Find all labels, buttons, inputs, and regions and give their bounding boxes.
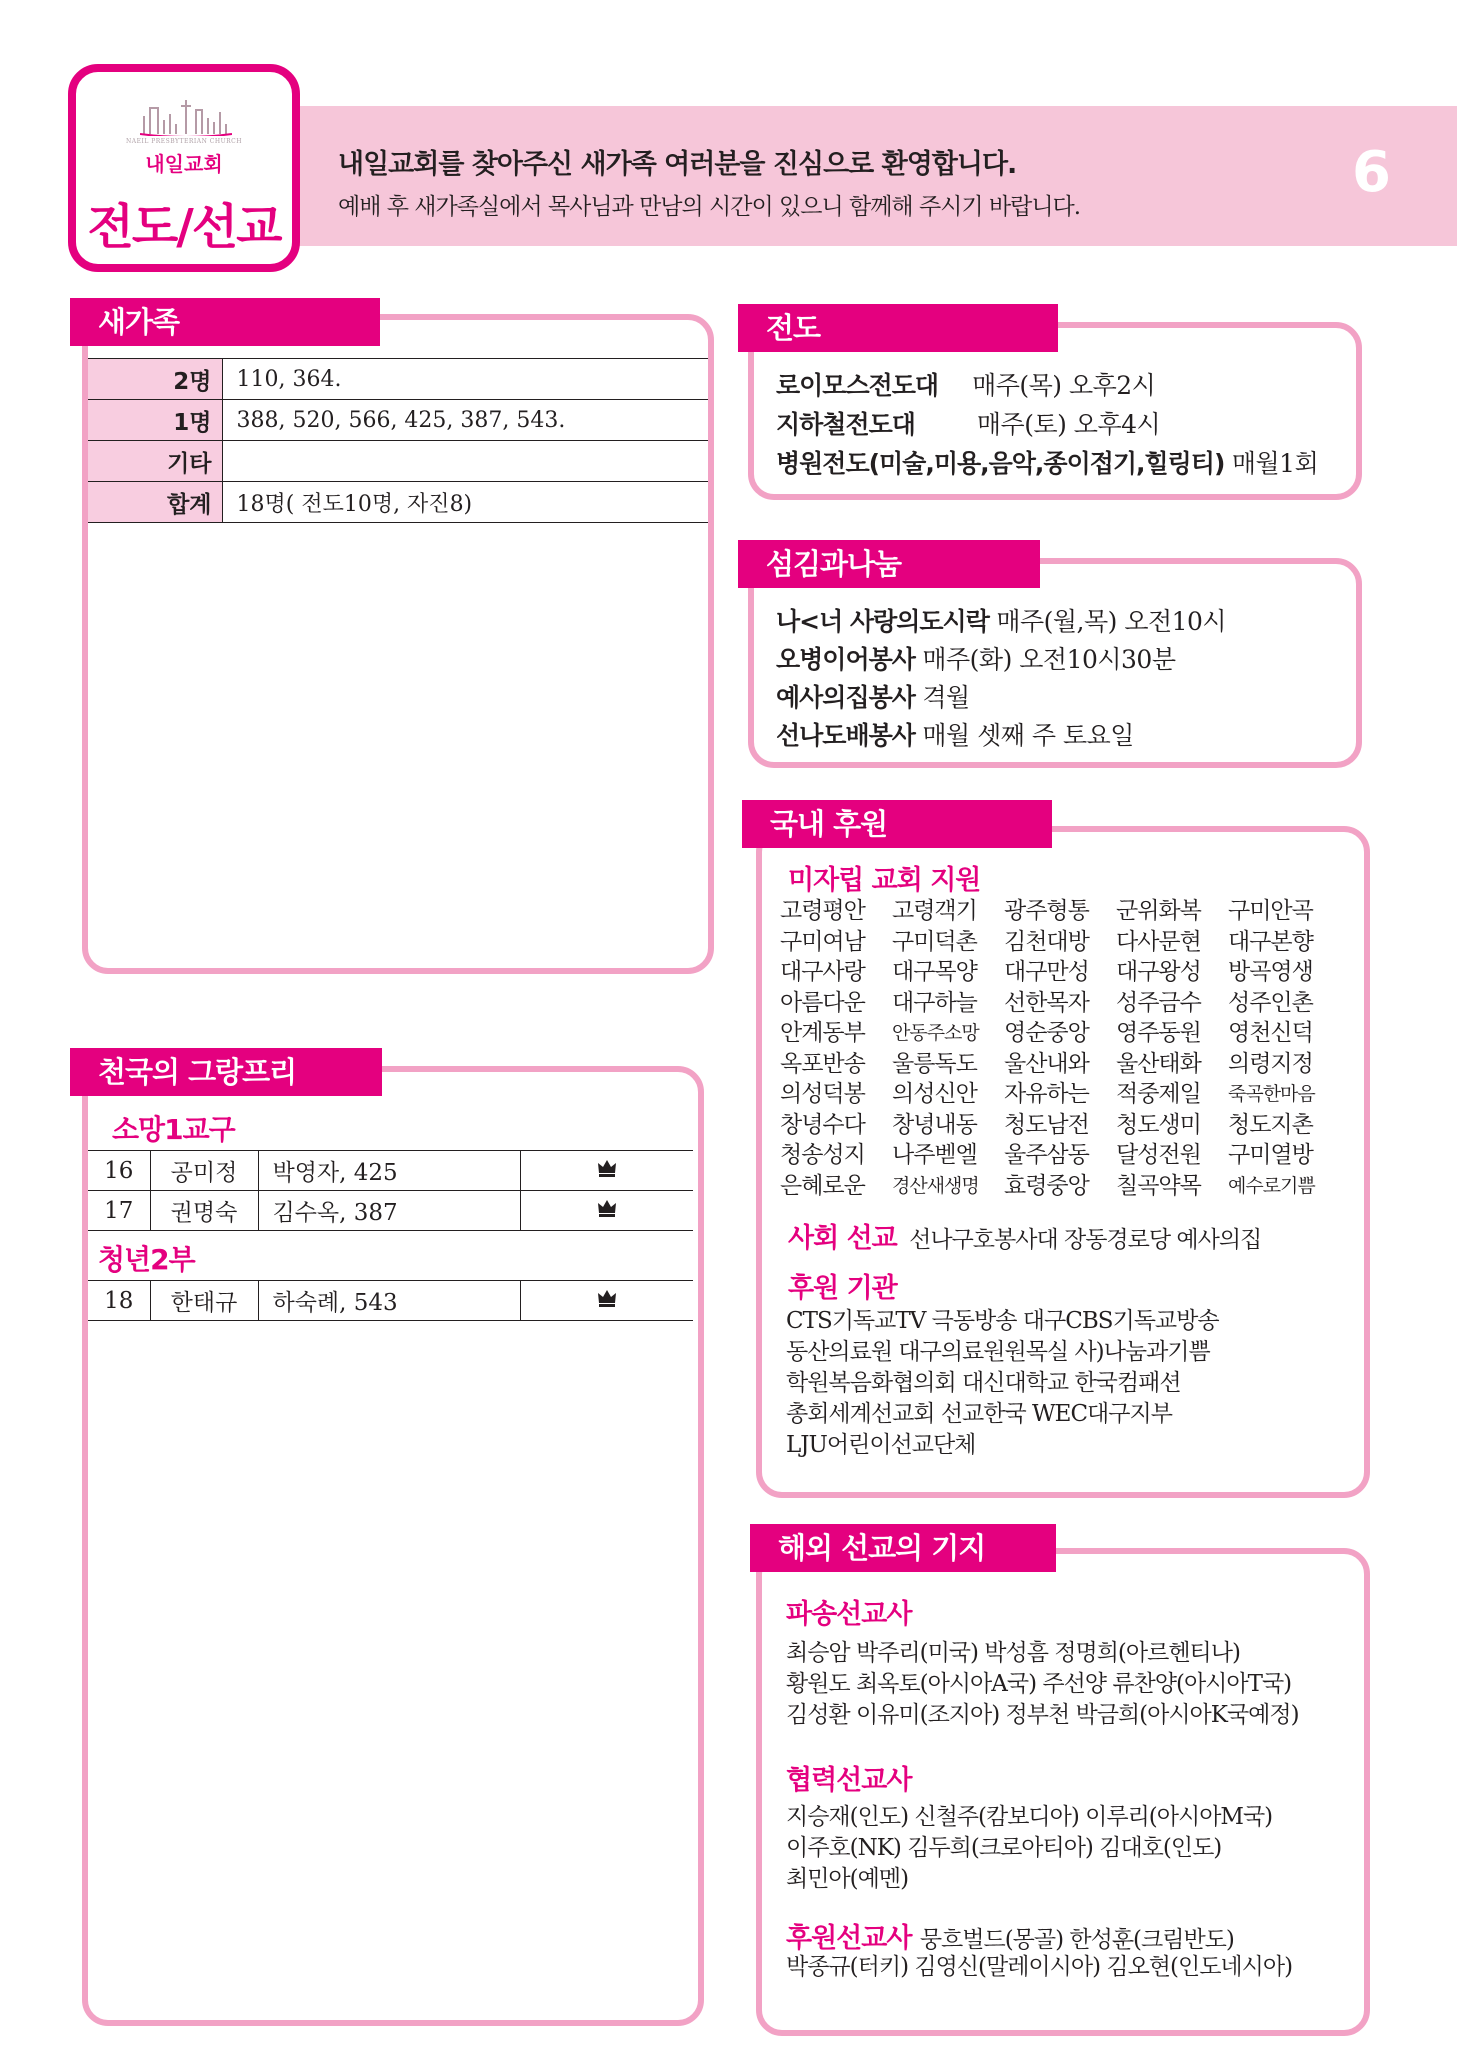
grand-prix-table — [88, 1280, 693, 1321]
new-member: 김수옥, 387 — [258, 1191, 520, 1231]
church-name: 옥포반송 — [780, 1050, 865, 1077]
church-name: 경산새생명 — [892, 1174, 979, 1197]
evangelism-item — [776, 405, 1160, 441]
church-name: 영천신덕 — [1228, 1020, 1313, 1046]
crown-cell — [520, 1191, 693, 1231]
page-title: 전도/선교 — [87, 199, 281, 255]
missionary-line: 박종규(터키) 김영신(말레이시아) 김오현(인도네시아) — [786, 1954, 1293, 1980]
service-item — [776, 602, 1226, 638]
row-label: 합계 — [88, 482, 222, 523]
church-name: 울릉독도 — [892, 1050, 977, 1077]
church-name: 칠곡약목 — [1116, 1172, 1201, 1199]
evangelist-name: 공미정 — [150, 1151, 258, 1191]
church-name: 죽곡한마음 — [1228, 1083, 1315, 1105]
overseas-mission-tab: 해외 선교의 기지 — [750, 1524, 1056, 1572]
item-name: 로이모스전도대 — [776, 371, 939, 400]
church-name: 청송성지 — [780, 1142, 865, 1168]
welcome-subtext: 예배 후 새가족실에서 목사님과 만남의 시간이 있으니 함께해 주시기 바랍니다. — [338, 194, 1081, 220]
page-number: 6 — [1352, 140, 1391, 205]
church-name: 안동주소망 — [892, 1022, 979, 1044]
service-item — [776, 716, 1134, 752]
church-name: 대구목양 — [892, 959, 977, 985]
new-member: 하숙례, 543 — [258, 1281, 520, 1321]
table-row — [88, 1191, 693, 1231]
church-logo — [68, 64, 300, 272]
sent-missionaries-heading: 파송선교사 — [786, 1599, 912, 1630]
grand-prix-tab: 천국의 그랑프리 — [70, 1048, 382, 1096]
item-name: 나<너 사랑의도시락 — [776, 607, 989, 636]
org-line: LJU어린이선교단체 — [786, 1432, 976, 1458]
church-name: 달성전원 — [1116, 1142, 1201, 1168]
logo-subtitle: NAEIL PRESBYTERIAN CHURCH — [125, 138, 242, 145]
church-name: 성주금수 — [1116, 989, 1201, 1016]
domestic-support-tab: 국내 후원 — [742, 800, 1052, 848]
grand-prix-table — [88, 1150, 693, 1231]
item-schedule: 매주(토) 오후4시 — [976, 410, 1161, 439]
coop-missionaries-list — [786, 1802, 1272, 1895]
church-name: 대구왕성 — [1116, 959, 1201, 985]
church-name: 아름다운 — [780, 989, 865, 1016]
item-schedule: 매주(화) 오전10시30분 — [922, 645, 1176, 674]
table-row — [88, 400, 708, 441]
org-line: 학원복음화협의회 대신대학교 한국컴패션 — [786, 1370, 1181, 1396]
support-missionaries-heading — [786, 1916, 1234, 1955]
church-name: 청도남전 — [1004, 1111, 1089, 1138]
church-name: 청도생미 — [1116, 1111, 1201, 1138]
support-missionaries-label: 후원선교사 — [786, 1923, 912, 1954]
church-name: 창녕수다 — [780, 1111, 865, 1138]
missionary-line: 뭉흐벌드(몽골) 한성훈(크림반도) — [919, 1927, 1234, 1953]
item-name: 병원전도(미술,미용,음악,종이접기,힐링티) — [776, 449, 1225, 478]
missionary-line: 최민아(예멘) — [786, 1866, 909, 1892]
org-line: 총회세계선교회 선교한국 WEC대구지부 — [786, 1401, 1172, 1427]
church-name: 안계동부 — [780, 1020, 865, 1046]
church-name: 효령중앙 — [1004, 1172, 1089, 1199]
support-missionaries-list — [786, 1952, 1292, 1983]
row-label: 2명 — [88, 359, 222, 400]
church-name: 나주벧엘 — [892, 1142, 977, 1168]
row-number: 18 — [88, 1281, 150, 1321]
row-value: 110, 364. — [222, 359, 708, 400]
table-row — [88, 1151, 693, 1191]
church-name: 구미안곡 — [1228, 898, 1313, 924]
church-name: 대구만성 — [1004, 959, 1089, 985]
row-number: 16 — [88, 1151, 150, 1191]
church-name: 김천대방 — [1004, 928, 1089, 955]
church-name: 울산태화 — [1116, 1050, 1201, 1077]
church-name: 선한목자 — [1004, 989, 1089, 1016]
church-name: 의령지정 — [1228, 1050, 1313, 1077]
church-name: 구미열방 — [1228, 1142, 1313, 1168]
church-name: 예수로기쁨 — [1228, 1174, 1315, 1197]
social-mission-items: 선나구호봉사대 장동경로당 예사의집 — [909, 1227, 1262, 1253]
row-label: 기타 — [88, 441, 222, 482]
church-skyline-icon — [140, 94, 232, 136]
table-row — [88, 441, 708, 482]
church-name: 고령평안 — [780, 898, 865, 924]
service-tab: 섬김과나눔 — [738, 540, 1040, 588]
item-name: 선나도배봉사 — [776, 721, 915, 750]
evangelist-name: 한태규 — [150, 1281, 258, 1321]
table-row — [88, 482, 708, 523]
church-name: 고령객기 — [892, 898, 977, 924]
church-name: 자유하는 — [1004, 1081, 1089, 1107]
church-name: 영주동원 — [1116, 1020, 1201, 1046]
new-family-tab: 새가족 — [70, 298, 380, 346]
church-name: 울산내와 — [1004, 1050, 1089, 1077]
unsupported-churches-heading: 미자립 교회 지원 — [788, 865, 981, 896]
evangelist-name: 권명숙 — [150, 1191, 258, 1231]
service-item — [776, 678, 970, 714]
group-heading: 소망1교구 — [112, 1113, 235, 1146]
item-schedule: 매주(월,목) 오전10시 — [996, 607, 1227, 636]
missionary-line: 최승암 박주리(미국) 박성흠 정명희(아르헨티나) — [786, 1640, 1240, 1666]
church-name: 의성신안 — [892, 1081, 977, 1107]
sent-missionaries-list — [786, 1638, 1299, 1731]
crown-icon — [596, 1287, 618, 1309]
church-name: 청도지촌 — [1228, 1111, 1313, 1138]
crown-cell — [520, 1151, 693, 1191]
church-list — [780, 896, 1340, 1201]
missionary-line: 황원도 최옥토(아시아A국) 주선양 류찬양(아시아T국) — [786, 1671, 1292, 1697]
row-value — [222, 441, 708, 482]
social-mission-heading — [788, 1216, 1261, 1255]
coop-missionaries-heading: 협력선교사 — [786, 1765, 912, 1796]
support-orgs-heading: 후원 기관 — [788, 1273, 897, 1304]
item-schedule: 매월 셋째 주 토요일 — [922, 721, 1134, 750]
new-member: 박영자, 425 — [258, 1151, 520, 1191]
table-row — [88, 1281, 693, 1321]
evangelism-item — [776, 366, 1155, 402]
item-name: 예사의집봉사 — [776, 683, 915, 712]
church-name: 울주삼동 — [1004, 1142, 1089, 1168]
new-family-table — [88, 358, 708, 523]
church-name: 군위화복 — [1116, 898, 1201, 924]
church-name: 영순중앙 — [1004, 1020, 1089, 1046]
table-row — [88, 359, 708, 400]
item-name: 지하철전도대 — [776, 410, 915, 439]
church-name: 의성덕봉 — [780, 1081, 865, 1107]
missionary-line: 김성환 이유미(조지아) 정부천 박금희(아시아K국예정) — [786, 1702, 1299, 1728]
church-name: 구미덕촌 — [892, 928, 977, 955]
church-name: 대구사랑 — [780, 959, 865, 985]
item-schedule: 격월 — [922, 683, 970, 712]
church-name: 대구하늘 — [892, 989, 977, 1016]
evangelism-tab: 전도 — [738, 304, 1058, 352]
church-name: 다사문현 — [1116, 928, 1201, 955]
org-line: 동산의료원 대구의료원원목실 사)나눔과기쁨 — [786, 1339, 1210, 1365]
church-name: 광주형통 — [1004, 898, 1089, 924]
item-name: 오병이어봉사 — [776, 645, 915, 674]
row-number: 17 — [88, 1191, 150, 1231]
logo-name: 내일교회 — [145, 152, 223, 176]
evangelism-item — [776, 444, 1318, 480]
row-label: 1명 — [88, 400, 222, 441]
row-value: 18명( 전도10명, 자진8) — [222, 482, 708, 523]
item-schedule: 매월1회 — [1231, 449, 1319, 478]
crown-cell — [520, 1281, 693, 1321]
org-line: CTS기독교TV 극동방송 대구CBS기독교방송 — [786, 1308, 1219, 1334]
church-name: 대구본향 — [1228, 928, 1313, 955]
support-orgs-list — [786, 1306, 1219, 1461]
church-name: 성주인촌 — [1228, 989, 1313, 1016]
church-name: 은혜로운 — [780, 1172, 865, 1199]
church-name: 방곡영생 — [1228, 959, 1313, 985]
item-schedule: 매주(목) 오후2시 — [972, 371, 1156, 400]
social-mission-label: 사회 선교 — [788, 1223, 897, 1254]
missionary-line: 지승재(인도) 신철주(캄보디아) 이루리(아시아M국) — [786, 1804, 1273, 1830]
welcome-message: 내일교회를 찾아주신 새가족 여러분을 진심으로 환영합니다. — [338, 149, 1017, 180]
service-item — [776, 640, 1176, 676]
church-name: 창녕내동 — [892, 1111, 977, 1138]
crown-icon — [596, 1157, 618, 1179]
missionary-line: 이주호(NK) 김두희(크로아티아) 김대호(인도) — [786, 1835, 1222, 1861]
row-value: 388, 520, 566, 425, 387, 543. — [222, 400, 708, 441]
crown-icon — [596, 1197, 618, 1219]
church-name: 적중제일 — [1116, 1081, 1201, 1107]
church-name: 구미여남 — [780, 928, 865, 955]
group-heading: 청년2부 — [98, 1243, 195, 1276]
